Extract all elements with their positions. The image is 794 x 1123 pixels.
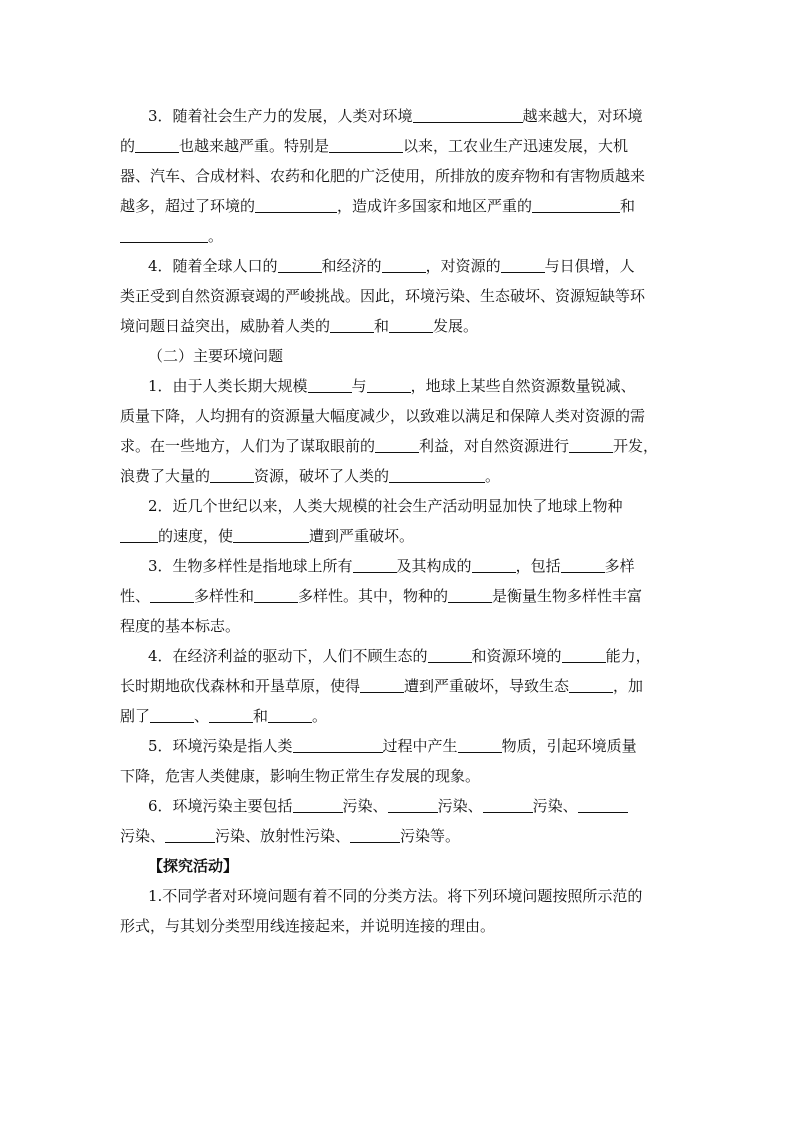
text-segment: 。: [208, 227, 224, 245]
fill-blank[interactable]: [254, 587, 298, 603]
text-segment: 器、汽车、合成材料、农药和化肥的广泛使用，所排放的废弃物和有害物质越来: [120, 167, 646, 185]
text-segment: ，包括: [515, 557, 561, 575]
problem-1-line-1: [148, 376, 680, 396]
fill-blank[interactable]: [255, 197, 337, 213]
item-3-line-2: [120, 136, 680, 156]
text-segment: 与: [351, 377, 367, 395]
text-segment: 。: [312, 707, 328, 725]
fill-blank[interactable]: [472, 557, 516, 573]
text-segment: 越来越大，对环境: [522, 107, 643, 125]
text-segment: 多样性。其中，物种的: [298, 587, 449, 605]
text-segment: 的速度，使: [158, 527, 234, 545]
problem-3-line-3: [120, 616, 680, 636]
fill-blank[interactable]: [389, 467, 485, 483]
text-segment: 1.不同学者对环境问题有着不同的分类方法。将下列环境问题按照所示范的: [148, 887, 643, 905]
fill-blank[interactable]: [278, 257, 322, 273]
fill-blank[interactable]: [350, 827, 400, 843]
text-segment: 也越来越严重。特别是: [179, 137, 330, 155]
text-segment: 和资源环境的: [471, 647, 562, 665]
text-segment: ，加: [613, 677, 644, 695]
text-segment: 资源，破坏了人类的: [254, 467, 390, 485]
text-segment: 和经济的: [321, 257, 382, 275]
section-heading-main-problems: [148, 346, 680, 366]
text-segment: 1．由于人类长期大规模: [148, 377, 308, 395]
text-segment: 。: [485, 467, 501, 485]
text-segment: 利益，对自然资源进行: [419, 437, 570, 455]
text-segment: ，对资源的: [425, 257, 501, 275]
fill-blank[interactable]: [578, 797, 628, 813]
problem-1-line-3: [120, 436, 680, 456]
fill-blank[interactable]: [532, 197, 620, 213]
text-segment: 性、: [120, 587, 151, 605]
item-3-line-4: [120, 196, 680, 216]
text-segment: 下降，危害人类健康，影响生物正常生存发展的现象。: [120, 767, 481, 785]
text-segment: 遭到严重破坏，导致生态: [404, 677, 570, 695]
text-segment: 4．在经济利益的驱动下，人们不顾生态的: [148, 647, 428, 665]
text-segment: 6．环境污染主要包括: [148, 797, 293, 815]
text-segment: 3．随着社会生产力的发展，人类对环境: [148, 107, 413, 125]
text-segment: ，造成许多国家和地区严重的: [337, 197, 533, 215]
fill-blank[interactable]: [428, 647, 472, 663]
text-segment: 污染、: [437, 797, 483, 815]
fill-blank[interactable]: [135, 137, 179, 153]
text-segment: 及其构成的: [396, 557, 472, 575]
fill-blank[interactable]: [360, 677, 404, 693]
item-4-line-1: [148, 256, 680, 276]
fill-blank[interactable]: [120, 527, 158, 543]
fill-blank[interactable]: [458, 737, 502, 753]
text-segment: 污染、: [120, 827, 166, 845]
fill-blank[interactable]: [569, 677, 613, 693]
text-segment: 2．近几个世纪以来，人类大规模的社会生产活动明显加快了地球上物种: [148, 497, 623, 515]
fill-blank[interactable]: [293, 737, 383, 753]
problem-5-line-1: [148, 736, 680, 756]
fill-blank[interactable]: [367, 377, 411, 393]
fill-blank[interactable]: [120, 227, 208, 243]
fill-blank[interactable]: [210, 467, 254, 483]
activity-1-line-2: [120, 916, 680, 936]
text-segment: 长时期地砍伐森林和开垦草原，使得: [120, 677, 361, 695]
text-segment: 污染、放射性污染、: [215, 827, 351, 845]
fill-blank[interactable]: [501, 257, 545, 273]
fill-blank[interactable]: [150, 707, 194, 723]
fill-blank[interactable]: [330, 317, 374, 333]
problem-4-line-3: [120, 706, 680, 726]
text-segment: 污染、: [342, 797, 388, 815]
text-segment: 3．生物多样性是指地球上所有: [148, 557, 353, 575]
text-segment: 浪费了大量的: [120, 467, 211, 485]
text-segment: ，地球上某些自然资源数量锐减、: [410, 377, 636, 395]
text-segment: 和: [620, 197, 636, 215]
text-segment: 与日俱增，人: [544, 257, 635, 275]
text-segment: 质量下降，人均拥有的资源量大幅度减少，以致难以满足和保障人类对资源的需: [120, 407, 646, 425]
problem-4-line-1: [148, 646, 680, 666]
text-segment: 程度的基本标志。: [120, 617, 241, 635]
text-segment: 和: [253, 707, 269, 725]
fill-blank[interactable]: [233, 527, 309, 543]
fill-blank[interactable]: [413, 107, 523, 123]
fill-blank[interactable]: [329, 137, 403, 153]
problem-6-line-1: [148, 796, 680, 816]
text-segment: 的: [120, 137, 136, 155]
item-4-line-2: [120, 286, 680, 306]
fill-blank[interactable]: [353, 557, 397, 573]
text-segment: 是衡量生物多样性丰富: [492, 587, 643, 605]
text-segment: 5．环境污染是指人类: [148, 737, 293, 755]
fill-blank[interactable]: [165, 827, 215, 843]
fill-blank[interactable]: [569, 437, 613, 453]
text-segment: 污染、: [532, 797, 578, 815]
text-segment: 和: [374, 317, 390, 335]
fill-blank[interactable]: [293, 797, 343, 813]
fill-blank[interactable]: [382, 257, 426, 273]
text-segment: 发展。: [433, 317, 479, 335]
text-segment: 、: [194, 707, 210, 725]
text-segment: 遭到严重破坏。: [309, 527, 415, 545]
text-segment: 过程中产生: [382, 737, 458, 755]
item-3-line-5: [120, 226, 680, 246]
text-segment: 剧了: [120, 707, 151, 725]
text-segment: 以来，工农业生产迅速发展，大机: [403, 137, 629, 155]
text-segment: 多样: [604, 557, 635, 575]
problem-6-line-2: [120, 826, 680, 846]
fill-blank[interactable]: [389, 317, 433, 333]
text-segment: 越多，超过了环境的: [120, 197, 256, 215]
fill-blank[interactable]: [150, 587, 194, 603]
item-3-line-3: [120, 166, 680, 186]
text-segment: 多样性和: [194, 587, 255, 605]
fill-blank[interactable]: [375, 437, 419, 453]
problem-3-line-2: [120, 586, 680, 606]
fill-blank[interactable]: [209, 707, 253, 723]
text-segment: （二）主要环境问题: [148, 347, 284, 365]
fill-blank[interactable]: [388, 797, 438, 813]
section-heading-inquiry-activity: [148, 856, 680, 876]
item-4-line-3: [120, 316, 680, 336]
problem-2-line-2: [120, 526, 680, 546]
text-segment: 求。在一些地方，人们为了谋取眼前的: [120, 437, 376, 455]
text-segment: 物质，引起环境质量: [501, 737, 637, 755]
problem-4-line-2: [120, 676, 680, 696]
fill-blank[interactable]: [483, 797, 533, 813]
text-segment: 【探究活动】: [148, 857, 239, 875]
activity-1-line-1: [148, 886, 680, 906]
text-segment: 污染等。: [400, 827, 461, 845]
problem-2-line-1: [148, 496, 680, 516]
text-segment: 能力，: [605, 647, 651, 665]
problem-5-line-2: [120, 766, 680, 786]
fill-blank[interactable]: [268, 707, 312, 723]
fill-blank[interactable]: [561, 557, 605, 573]
text-segment: 4．随着全球人口的: [148, 257, 278, 275]
problem-3-line-1: [148, 556, 680, 576]
text-segment: 开发，: [613, 437, 659, 455]
fill-blank[interactable]: [448, 587, 492, 603]
text-segment: 形式，与其划分类型用线连接起来，并说明连接的理由。: [120, 917, 496, 935]
fill-blank[interactable]: [562, 647, 606, 663]
fill-blank[interactable]: [308, 377, 352, 393]
text-segment: 境问题日益突出，威胁着人类的: [120, 317, 331, 335]
problem-1-line-2: [120, 406, 680, 426]
item-3-line-1: [148, 106, 680, 126]
problem-1-line-4: [120, 466, 680, 486]
text-segment: 类正受到自然资源衰竭的严峻挑战。因此，环境污染、生态破坏、资源短缺等环: [120, 287, 646, 305]
